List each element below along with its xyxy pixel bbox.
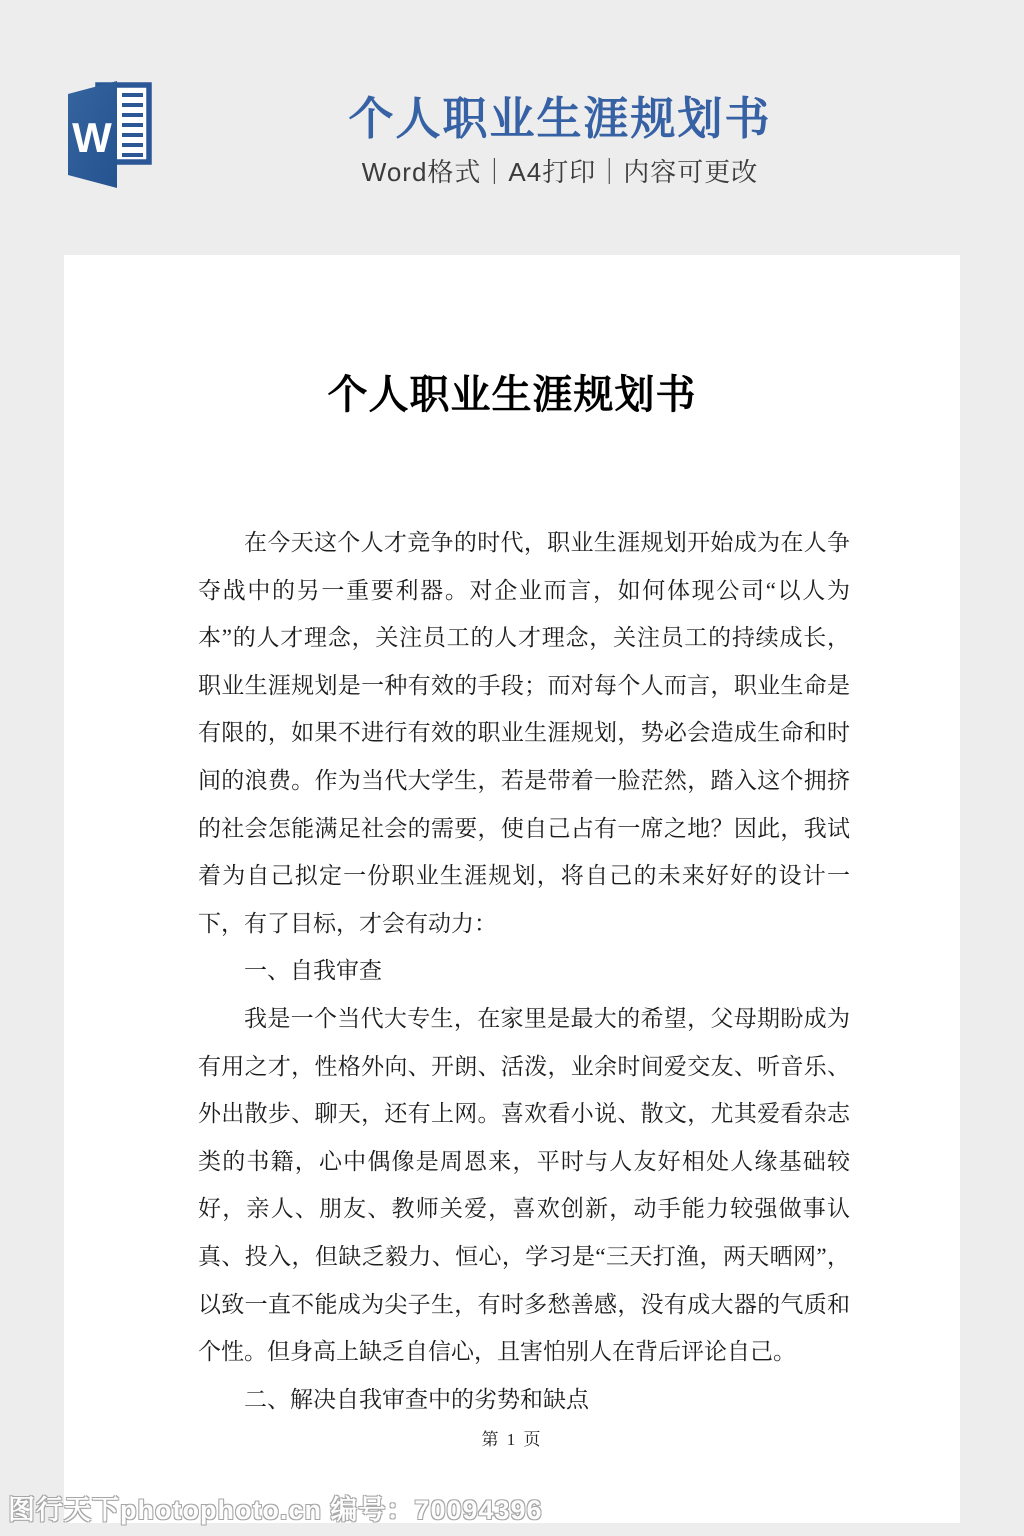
section-heading: 二、解决自我审查中的劣势和缺点	[244, 1386, 589, 1412]
header-text-block	[280, 93, 840, 187]
document-page	[64, 255, 960, 1523]
template-subtitle: Word格式｜A4打印｜内容可更改	[361, 157, 759, 187]
document-body	[198, 519, 850, 1423]
section-heading: 一、自我审查	[244, 958, 382, 984]
page-number: 第 1 页	[481, 1430, 543, 1449]
template-title: 个人职业生涯规划书	[348, 93, 772, 144]
word-icon	[66, 80, 152, 190]
template-header	[0, 0, 1024, 255]
word-icon-letter: W	[72, 114, 112, 161]
paragraph: 我是一个当代大专生，在家里是最大的希望，父母期盼成为有用之才，性格外向、开朗、活泼，业余时间爱交友、听音乐、外出散步、聊天，还有上网。喜欢看小说、散文，尤其爱看杂志类的书籍，心中偶像是周恩来，平时与人友好相处人缘基础较好，亲人、朋友、教师关爱，喜欢创新，动手能力较强做事认真、投入，但缺乏毅力、恒心，学习是“三天打渔，两天晒网”，以致一直不能成为尖子生，有时多愁善感，没有成大器的气质和个性。但身高上缺乏自信心，且害怕别人在背后评论自己。	[198, 1005, 850, 1365]
document-title: 个人职业生涯规划书	[327, 372, 697, 417]
word-icon-text-lines	[122, 95, 143, 155]
paragraph: 在今天这个人才竞争的时代，职业生涯规划开始成为在人争夺战中的另一重要利器。对企业而言，如何体现公司“以人为本”的人才理念，关注员工的人才理念，关注员工的持续成长，职业生涯规划是一种有效的手段；而对每个人而言，职业生命是有限的，如果不进行有效的职业生涯规划，势必会造成生命和时间的浪费。作为当代大学生，若是带着一脸茫然，踏入这个拥挤的社会怎能满足社会的需要，使自己占有一席之地？因此，我试着为自己拟定一份职业生涯规划，将自己的未来好好的设计一下，有了目标，才会有动力：	[198, 530, 850, 936]
watermark-text: 图行天下photophoto.cn 编号：70094396	[8, 1495, 543, 1525]
